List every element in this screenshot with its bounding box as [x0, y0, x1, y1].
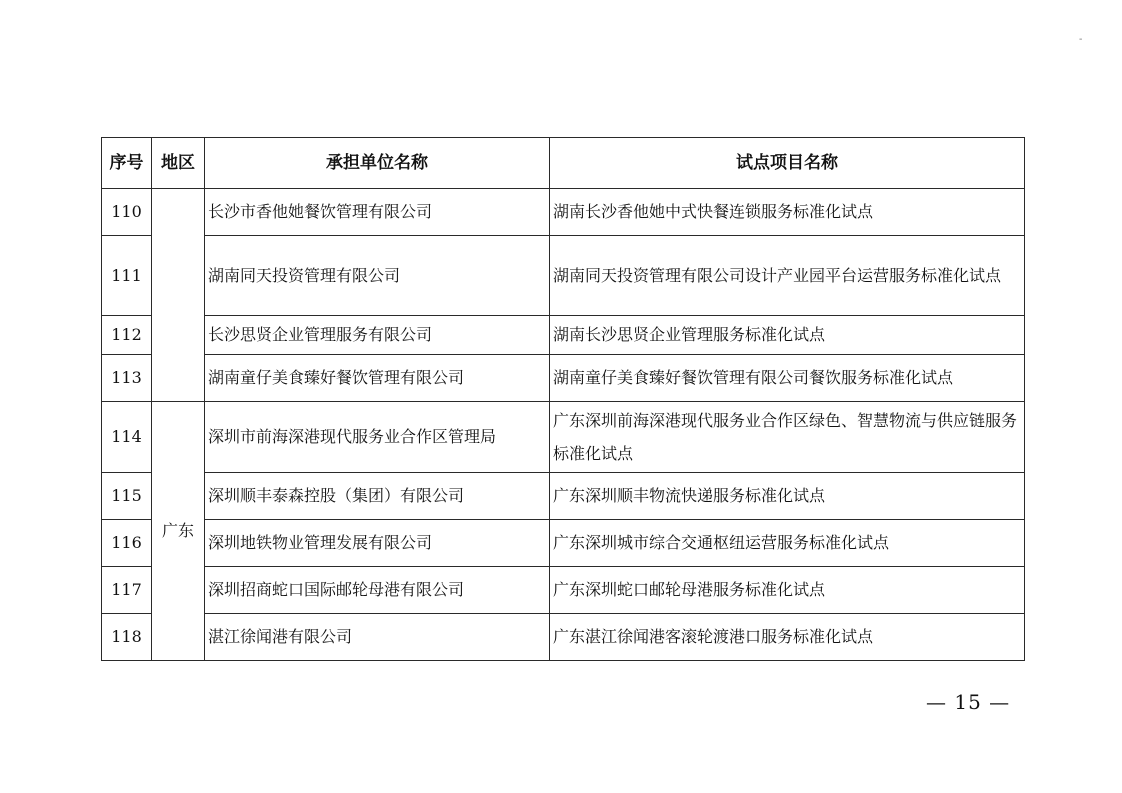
row-unit: 深圳地铁物业管理发展有限公司 [205, 520, 550, 567]
region-cell: 广东 [152, 402, 205, 661]
row-project: 广东深圳蛇口邮轮母港服务标准化试点 [550, 567, 1025, 614]
row-unit: 湖南童仔美食臻好餐饮管理有限公司 [205, 355, 550, 402]
corner-mark: - [1079, 34, 1083, 45]
row-unit: 长沙市香他她餐饮管理有限公司 [205, 189, 550, 236]
row-unit: 深圳招商蛇口国际邮轮母港有限公司 [205, 567, 550, 614]
row-project: 广东深圳前海深港现代服务业合作区绿色、智慧物流与供应链服务标准化试点 [550, 402, 1025, 473]
row-project: 广东深圳顺丰物流快递服务标准化试点 [550, 473, 1025, 520]
row-project: 湖南童仔美食臻好餐饮管理有限公司餐饮服务标准化试点 [550, 355, 1025, 402]
row-seq: 115 [102, 473, 152, 520]
row-seq: 111 [102, 236, 152, 316]
table-row [102, 236, 1025, 316]
row-unit: 湖南同天投资管理有限公司 [205, 236, 550, 316]
row-seq: 110 [102, 189, 152, 236]
row-unit: 深圳市前海深港现代服务业合作区管理局 [205, 402, 550, 473]
table-row [102, 189, 1025, 236]
row-seq: 114 [102, 402, 152, 473]
row-unit: 深圳顺丰泰森控股（集团）有限公司 [205, 473, 550, 520]
pilot-projects-table [101, 137, 1025, 661]
row-seq: 116 [102, 520, 152, 567]
row-project: 湖南同天投资管理有限公司设计产业园平台运营服务标准化试点 [550, 236, 1025, 316]
row-project: 湖南长沙香他她中式快餐连锁服务标准化试点 [550, 189, 1025, 236]
row-seq: 118 [102, 614, 152, 661]
table-row [102, 473, 1025, 520]
region-cell [152, 189, 205, 402]
table-row [102, 567, 1025, 614]
table-row [102, 355, 1025, 402]
table-header-row [102, 138, 1025, 189]
row-unit: 长沙思贤企业管理服务有限公司 [205, 316, 550, 355]
table-row [102, 402, 1025, 473]
row-project: 广东湛江徐闻港客滚轮渡港口服务标准化试点 [550, 614, 1025, 661]
table-row [102, 614, 1025, 661]
page-number: — 15 — [926, 690, 1011, 714]
row-project: 广东深圳城市综合交通枢纽运营服务标准化试点 [550, 520, 1025, 567]
row-seq: 113 [102, 355, 152, 402]
header-region: 地区 [152, 138, 205, 189]
table-row [102, 316, 1025, 355]
header-project: 试点项目名称 [550, 138, 1025, 189]
row-seq: 112 [102, 316, 152, 355]
row-unit: 湛江徐闻港有限公司 [205, 614, 550, 661]
row-seq: 117 [102, 567, 152, 614]
table-row [102, 520, 1025, 567]
row-project: 湖南长沙思贤企业管理服务标准化试点 [550, 316, 1025, 355]
header-seq: 序号 [102, 138, 152, 189]
header-unit: 承担单位名称 [205, 138, 550, 189]
